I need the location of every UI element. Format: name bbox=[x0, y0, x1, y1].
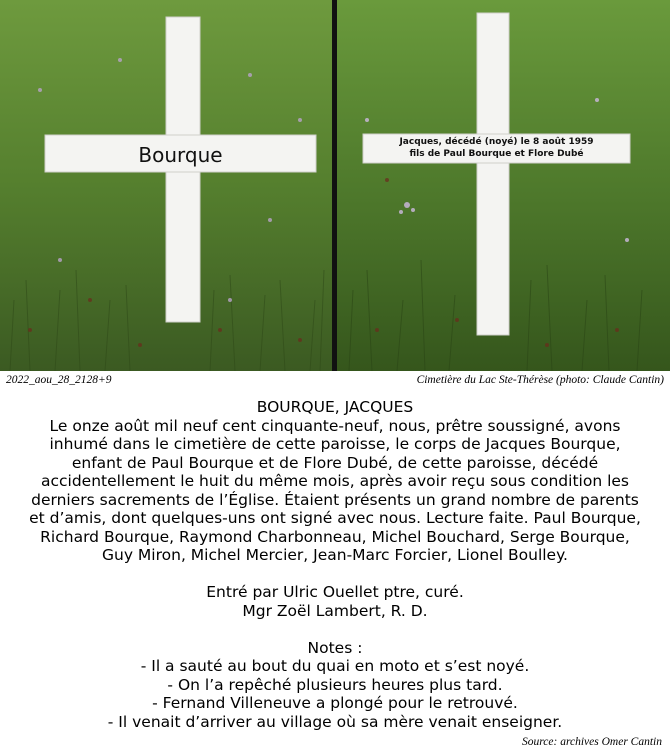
cross-photo-left bbox=[0, 0, 332, 371]
spacer bbox=[0, 620, 670, 639]
record-line: Richard Bourque, Raymond Charbonneau, Michel Bouchard, Serge Bourque, bbox=[40, 527, 630, 546]
photo-strip bbox=[0, 0, 670, 371]
record-line: inhumé dans le cimetière de cette paroisse, le corps de Jacques Bourque, bbox=[49, 435, 621, 453]
entry-line: Mgr Zoël Lambert, R. D. bbox=[242, 601, 428, 620]
record-line: accidentellement le huit du même mois, après avoir reçu sous condition les bbox=[40, 472, 629, 490]
plaque-text-left: Bourque bbox=[138, 143, 223, 167]
photo-id-caption: 2022_aou_28_2128+9 bbox=[6, 374, 112, 386]
notes-title: Notes : bbox=[307, 638, 363, 657]
record-line: derniers sacrements de l’Église. Étaient présents un grand nombre de parents bbox=[31, 490, 639, 509]
plaque-text-right-line2: fils de Paul Bourque et Flore Dubé bbox=[409, 149, 584, 159]
record-line: Le onze août mil neuf cent cinquante-neuf, nous, prêtre soussigné, avons bbox=[49, 416, 621, 435]
note-item: - Fernand Villeneuve a plongé pour le retrouvé. bbox=[152, 694, 518, 712]
cross-photo-right bbox=[337, 0, 670, 371]
spacer bbox=[0, 565, 670, 584]
record-line: et d’amis, dont quelques-uns ont signé avec nous. Lecture faite. Paul Bourque, bbox=[29, 509, 641, 527]
burial-record bbox=[0, 398, 670, 731]
grass-cross-image-right bbox=[337, 0, 670, 371]
record-line: enfant de Paul Bourque et de Flore Dubé, de cette paroisse, décédé bbox=[71, 453, 599, 472]
record-title: BOURQUE, JACQUES bbox=[256, 398, 414, 416]
grass-cross-image-left bbox=[0, 0, 332, 371]
entry-line: Entré par Ulric Ouellet ptre, curé. bbox=[206, 583, 464, 601]
note-item: - Il a sauté au bout du quai en moto et s’est noyé. bbox=[140, 657, 530, 675]
source-credit: Source: archives Omer Cantin bbox=[522, 736, 662, 748]
cemetery-caption: Cimetière du Lac Ste-Thérèse (photo: Claude Cantin) bbox=[416, 374, 664, 386]
note-item: - On l’a repêché plusieurs heures plus tard. bbox=[167, 675, 503, 694]
record-line: Guy Miron, Michel Mercier, Jean-Marc Forcier, Lionel Boulley. bbox=[102, 546, 568, 564]
plaque-text-right-line1: Jacques, décédé (noyé) le 8 août 1959 bbox=[399, 137, 594, 147]
note-item: - Il venait d’arriver au village où sa mère venait enseigner. bbox=[107, 712, 563, 731]
